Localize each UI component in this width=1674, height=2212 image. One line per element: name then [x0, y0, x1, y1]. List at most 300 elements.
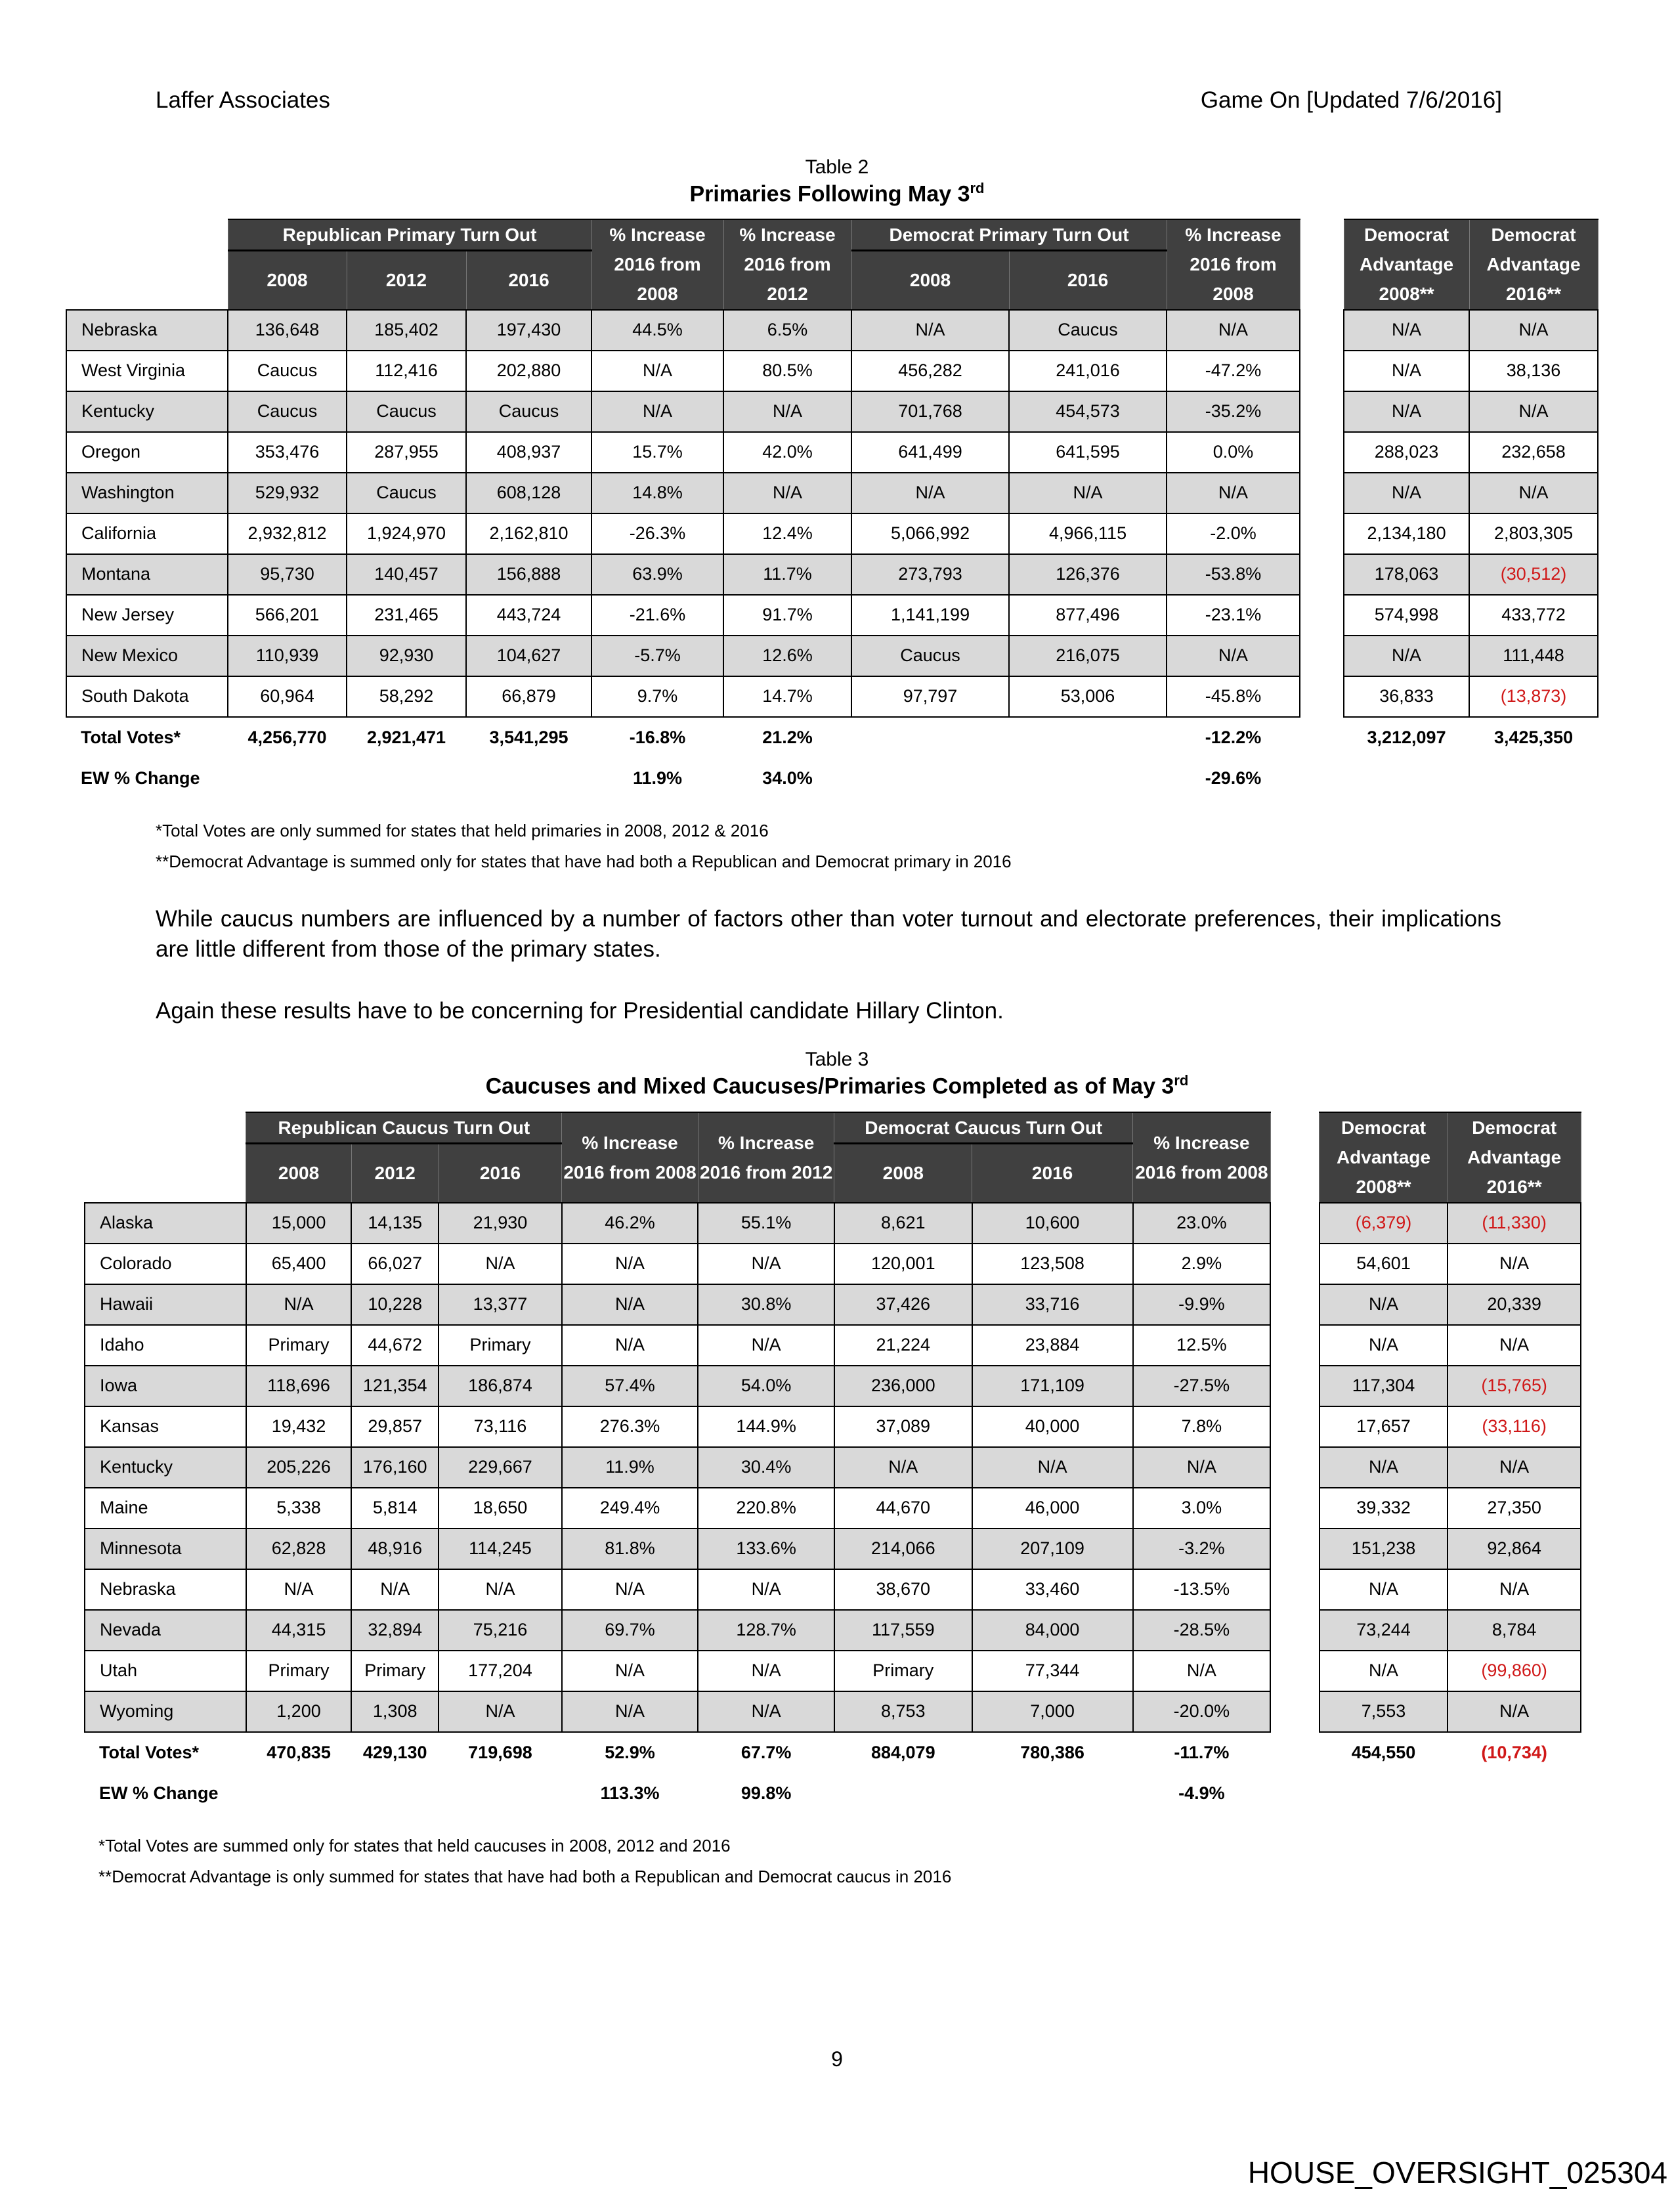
cell-r2008: Primary — [246, 1325, 351, 1366]
cell-r2008: 19,432 — [246, 1406, 351, 1447]
cell-d2008: 456,282 — [851, 351, 1009, 391]
cell-inc12: 133.6% — [698, 1529, 834, 1569]
cell-inc08: N/A — [562, 1651, 698, 1691]
cell-adv16: 3,425,350 — [1469, 717, 1598, 758]
cell-r2008: 566,201 — [228, 595, 347, 636]
cell-d2016: N/A — [1009, 473, 1167, 513]
cell-adv16: (10,734) — [1448, 1732, 1581, 1773]
cell-inc12: N/A — [698, 1569, 834, 1610]
col-header-rep-2012: 2012 — [347, 251, 466, 310]
cell-adv16: 38,136 — [1469, 351, 1598, 391]
cell-r2008: 470,835 — [246, 1732, 351, 1773]
cell-inc12: N/A — [723, 391, 851, 432]
cell-adv08: 36,833 — [1344, 676, 1469, 717]
header-doc-title: Game On [Updated 7/6/2016] — [1200, 87, 1502, 113]
row-label: Kansas — [85, 1406, 246, 1447]
cell-d2016: 641,595 — [1009, 432, 1167, 473]
row-label: Idaho — [85, 1325, 246, 1366]
gap — [1300, 676, 1344, 717]
table-row — [85, 1284, 1581, 1325]
cell-inc12: 80.5% — [723, 351, 851, 391]
cell-d2016: 454,573 — [1009, 391, 1167, 432]
cell-inc08: 57.4% — [562, 1366, 698, 1406]
row-label: Colorado — [85, 1244, 246, 1284]
cell-adv08: N/A — [1344, 473, 1469, 513]
cell-r2012: 429,130 — [351, 1732, 439, 1773]
cell-inc12: 21.2% — [723, 717, 851, 758]
col-group-democrat: Democrat Caucus Turn Out — [834, 1112, 1133, 1144]
cell-dinc: -53.8% — [1167, 554, 1300, 595]
cell-adv16: N/A — [1469, 310, 1598, 351]
table-row — [66, 391, 1598, 432]
cell-r2008 — [228, 758, 347, 799]
cell-inc08: 276.3% — [562, 1406, 698, 1447]
cell-d2008: 117,559 — [834, 1610, 972, 1651]
table-row — [85, 1610, 1581, 1651]
table-row — [85, 1406, 1581, 1447]
cell-d2016: 46,000 — [972, 1488, 1133, 1529]
cell-inc08: -21.6% — [591, 595, 723, 636]
gap — [1300, 310, 1344, 351]
cell-d2008: 8,753 — [834, 1691, 972, 1732]
cell-d2008: 5,066,992 — [851, 513, 1009, 554]
cell-adv08: 54,601 — [1320, 1244, 1448, 1284]
row-label: South Dakota — [66, 676, 228, 717]
cell-d2016: 23,884 — [972, 1325, 1133, 1366]
cell-r2016: 608,128 — [466, 473, 591, 513]
cell-adv16: N/A — [1448, 1569, 1581, 1610]
cell-adv08: N/A — [1320, 1284, 1448, 1325]
cell-r2012: 5,814 — [351, 1488, 439, 1529]
cell-inc12: 12.4% — [723, 513, 851, 554]
cell-r2008: 44,315 — [246, 1610, 351, 1651]
cell-inc08: 14.8% — [591, 473, 723, 513]
cell-r2008: 529,932 — [228, 473, 347, 513]
cell-inc08: -26.3% — [591, 513, 723, 554]
cell-r2012: 66,027 — [351, 1244, 439, 1284]
cell-d2016: 40,000 — [972, 1406, 1133, 1447]
cell-r2016: 21,930 — [439, 1203, 562, 1244]
table3-number: Table 3 — [805, 1049, 869, 1070]
cell-r2008: Caucus — [228, 351, 347, 391]
cell-d2008: N/A — [851, 473, 1009, 513]
cell-adv16: 92,864 — [1448, 1529, 1581, 1569]
cell-dinc: 23.0% — [1133, 1203, 1271, 1244]
cell-r2016: 13,377 — [439, 1284, 562, 1325]
cell-inc12: 30.4% — [698, 1447, 834, 1488]
cell-inc12: 54.0% — [698, 1366, 834, 1406]
col-header-adv-2016: Democrat Advantage 2016** — [1469, 219, 1598, 310]
row-label: West Virginia — [66, 351, 228, 391]
cell-adv08: 574,998 — [1344, 595, 1469, 636]
cell-d2016: 53,006 — [1009, 676, 1167, 717]
cell-adv16: (30,512) — [1469, 554, 1598, 595]
cell-adv08: 178,063 — [1344, 554, 1469, 595]
cell-inc12: 99.8% — [698, 1773, 834, 1814]
gap — [1300, 513, 1344, 554]
cell-d2016: 84,000 — [972, 1610, 1133, 1651]
cell-d2016: 780,386 — [972, 1732, 1133, 1773]
cell-inc08: 113.3% — [562, 1773, 698, 1814]
row-label: Wyoming — [85, 1691, 246, 1732]
cell-r2012: 92,930 — [347, 636, 466, 676]
row-label: Nevada — [85, 1610, 246, 1651]
page-number: 9 — [831, 2047, 843, 2071]
cell-inc12: N/A — [698, 1244, 834, 1284]
table-row — [85, 1569, 1581, 1610]
cell-r2012: 32,894 — [351, 1610, 439, 1651]
cell-r2008: N/A — [246, 1284, 351, 1325]
cell-inc08: N/A — [562, 1325, 698, 1366]
col-header-dem-inc: % Increase 2016 from 2008 — [1167, 219, 1300, 310]
gap — [1270, 1112, 1320, 1203]
cell-r2016: 18,650 — [439, 1488, 562, 1529]
bates-number: HOUSE_OVERSIGHT_025304 — [1247, 2156, 1667, 2190]
cell-adv08: N/A — [1344, 351, 1469, 391]
cell-adv08: 7,553 — [1320, 1691, 1448, 1732]
cell-inc08: N/A — [591, 351, 723, 391]
gap — [1300, 473, 1344, 513]
cell-r2008: 136,648 — [228, 310, 347, 351]
ew-change-row — [66, 758, 1598, 799]
cell-r2012: 1,308 — [351, 1691, 439, 1732]
cell-dinc: -12.2% — [1167, 717, 1300, 758]
cell-dinc: -9.9% — [1133, 1284, 1271, 1325]
cell-adv08: N/A — [1344, 636, 1469, 676]
table2-title-text: Primaries Following May 3 — [689, 181, 970, 207]
cell-inc12: 14.7% — [723, 676, 851, 717]
cell-d2016: 877,496 — [1009, 595, 1167, 636]
gap — [1270, 1732, 1320, 1773]
cell-inc08: 11.9% — [591, 758, 723, 799]
cell-d2008: 21,224 — [834, 1325, 972, 1366]
cell-adv16: N/A — [1448, 1325, 1581, 1366]
gap — [1300, 636, 1344, 676]
row-label: Montana — [66, 554, 228, 595]
table-row — [85, 1651, 1581, 1691]
total-row — [66, 717, 1598, 758]
cell-inc08: N/A — [591, 391, 723, 432]
cell-inc12: 91.7% — [723, 595, 851, 636]
cell-r2012: 2,921,471 — [347, 717, 466, 758]
cell-dinc: -35.2% — [1167, 391, 1300, 432]
table-row — [66, 554, 1598, 595]
cell-inc12: 220.8% — [698, 1488, 834, 1529]
cell-d2016 — [1009, 758, 1167, 799]
cell-d2008: Caucus — [851, 636, 1009, 676]
cell-adv16: (15,765) — [1448, 1366, 1581, 1406]
cell-d2016: 241,016 — [1009, 351, 1167, 391]
cell-r2008: 118,696 — [246, 1366, 351, 1406]
gap — [1300, 595, 1344, 636]
table2 — [66, 219, 1599, 799]
cell-inc08: 69.7% — [562, 1610, 698, 1651]
col-header-adv-2008: Democrat Advantage 2008** — [1344, 219, 1469, 310]
table-row — [66, 636, 1598, 676]
cell-r2012: 44,672 — [351, 1325, 439, 1366]
cell-dinc: -3.2% — [1133, 1529, 1271, 1569]
row-label: Utah — [85, 1651, 246, 1691]
table-row — [85, 1691, 1581, 1732]
cell-dinc: N/A — [1167, 636, 1300, 676]
cell-r2016: 197,430 — [466, 310, 591, 351]
cell-d2016 — [1009, 717, 1167, 758]
cell-adv08: N/A — [1320, 1325, 1448, 1366]
cell-inc08: -5.7% — [591, 636, 723, 676]
cell-r2012: 140,457 — [347, 554, 466, 595]
cell-r2008: 15,000 — [246, 1203, 351, 1244]
cell-r2012: 112,416 — [347, 351, 466, 391]
table2-number: Table 2 — [805, 156, 869, 178]
cell-r2016: 114,245 — [439, 1529, 562, 1569]
cell-adv08: 288,023 — [1344, 432, 1469, 473]
cell-inc12: 67.7% — [698, 1732, 834, 1773]
col-header-adv-2008: Democrat Advantage 2008** — [1320, 1112, 1448, 1203]
cell-r2008: 5,338 — [246, 1488, 351, 1529]
gap — [1270, 1651, 1320, 1691]
cell-r2008: 353,476 — [228, 432, 347, 473]
cell-adv16: N/A — [1448, 1447, 1581, 1488]
table-row — [85, 1366, 1581, 1406]
cell-d2008: 8,621 — [834, 1203, 972, 1244]
cell-dinc: N/A — [1133, 1447, 1271, 1488]
cell-adv16: N/A — [1448, 1244, 1581, 1284]
cell-d2008: 641,499 — [851, 432, 1009, 473]
gap — [1300, 351, 1344, 391]
cell-adv08 — [1320, 1773, 1448, 1814]
cell-adv08: N/A — [1320, 1569, 1448, 1610]
cell-r2012: 176,160 — [351, 1447, 439, 1488]
cell-dinc: N/A — [1133, 1651, 1271, 1691]
cell-r2016: 443,724 — [466, 595, 591, 636]
gap — [1270, 1488, 1320, 1529]
cell-d2008: 701,768 — [851, 391, 1009, 432]
cell-dinc: -28.5% — [1133, 1610, 1271, 1651]
col-header-rep-2016: 2016 — [466, 251, 591, 310]
cell-inc08: 11.9% — [562, 1447, 698, 1488]
cell-d2008: 38,670 — [834, 1569, 972, 1610]
row-label: EW % Change — [85, 1773, 246, 1814]
col-header-dem-2008: 2008 — [834, 1144, 972, 1203]
cell-dinc: -4.9% — [1133, 1773, 1271, 1814]
header-company: Laffer Associates — [156, 87, 330, 113]
cell-r2008: 62,828 — [246, 1529, 351, 1569]
cell-d2016: 10,600 — [972, 1203, 1133, 1244]
col-header-dem-inc: % Increase 2016 from 2008 — [1133, 1112, 1271, 1203]
cell-r2012: Caucus — [347, 473, 466, 513]
cell-inc12: 42.0% — [723, 432, 851, 473]
row-label: New Jersey — [66, 595, 228, 636]
col-header-rep-2008: 2008 — [228, 251, 347, 310]
cell-inc12: N/A — [698, 1691, 834, 1732]
cell-inc08: N/A — [562, 1569, 698, 1610]
row-label: Kentucky — [66, 391, 228, 432]
cell-adv16: (33,116) — [1448, 1406, 1581, 1447]
row-label: EW % Change — [66, 758, 228, 799]
cell-d2008: Primary — [834, 1651, 972, 1691]
total-row — [85, 1732, 1581, 1773]
gap — [1270, 1366, 1320, 1406]
cell-d2008: N/A — [851, 310, 1009, 351]
cell-inc12: 55.1% — [698, 1203, 834, 1244]
cell-d2016: 171,109 — [972, 1366, 1133, 1406]
cell-adv16 — [1469, 758, 1598, 799]
cell-adv16: (11,330) — [1448, 1203, 1581, 1244]
cell-d2008: 37,426 — [834, 1284, 972, 1325]
cell-inc08: 63.9% — [591, 554, 723, 595]
cell-r2012: 1,924,970 — [347, 513, 466, 554]
cell-inc12: N/A — [698, 1325, 834, 1366]
row-label: Kentucky — [85, 1447, 246, 1488]
cell-d2008: 1,141,199 — [851, 595, 1009, 636]
cell-d2008: 97,797 — [851, 676, 1009, 717]
row-label: New Mexico — [66, 636, 228, 676]
table-row — [66, 676, 1598, 717]
cell-r2016: N/A — [439, 1691, 562, 1732]
cell-d2016: 77,344 — [972, 1651, 1133, 1691]
cell-r2012: 48,916 — [351, 1529, 439, 1569]
cell-inc08: 46.2% — [562, 1203, 698, 1244]
cell-r2012: 231,465 — [347, 595, 466, 636]
cell-r2008: Primary — [246, 1651, 351, 1691]
col-header-inc-2008: % Increase 2016 from 2008 — [591, 219, 723, 310]
cell-dinc: -11.7% — [1133, 1732, 1271, 1773]
cell-adv16: 111,448 — [1469, 636, 1598, 676]
cell-dinc: 0.0% — [1167, 432, 1300, 473]
cell-r2008 — [246, 1773, 351, 1814]
cell-d2008: 884,079 — [834, 1732, 972, 1773]
cell-adv16 — [1448, 1773, 1581, 1814]
row-label: Oregon — [66, 432, 228, 473]
cell-dinc: -47.2% — [1167, 351, 1300, 391]
cell-d2008: 120,001 — [834, 1244, 972, 1284]
gap — [1270, 1691, 1320, 1732]
corner-blank — [85, 1112, 246, 1203]
cell-inc08: 15.7% — [591, 432, 723, 473]
row-label: Maine — [85, 1488, 246, 1529]
cell-d2016: 126,376 — [1009, 554, 1167, 595]
col-group-democrat: Democrat Primary Turn Out — [851, 219, 1167, 251]
cell-dinc: -20.0% — [1133, 1691, 1271, 1732]
table-row — [66, 351, 1598, 391]
cell-r2016: 3,541,295 — [466, 717, 591, 758]
cell-dinc: -23.1% — [1167, 595, 1300, 636]
cell-inc12: 11.7% — [723, 554, 851, 595]
cell-d2008: 273,793 — [851, 554, 1009, 595]
table-row — [85, 1488, 1581, 1529]
cell-adv16: 232,658 — [1469, 432, 1598, 473]
paragraph-1: While caucus numbers are influenced by a number of factors other than voter turnout and electorate preferences, their implications are little different from those of the primary states. — [156, 906, 1501, 962]
cell-inc08: -16.8% — [591, 717, 723, 758]
table2-note-2: **Democrat Advantage is summed only for states that have had both a Republican and Democrat primary in 2016 — [156, 852, 1012, 871]
cell-dinc: 12.5% — [1133, 1325, 1271, 1366]
cell-adv16: 27,350 — [1448, 1488, 1581, 1529]
cell-inc12: 12.6% — [723, 636, 851, 676]
cell-inc08: 81.8% — [562, 1529, 698, 1569]
cell-r2012 — [347, 758, 466, 799]
table3-title-sup: rd — [1174, 1072, 1189, 1089]
row-label: Washington — [66, 473, 228, 513]
cell-r2016: 186,874 — [439, 1366, 562, 1406]
cell-inc12: 30.8% — [698, 1284, 834, 1325]
cell-adv08: 151,238 — [1320, 1529, 1448, 1569]
cell-r2016: 2,162,810 — [466, 513, 591, 554]
cell-r2016: N/A — [439, 1244, 562, 1284]
gap — [1300, 219, 1344, 310]
cell-adv16: (99,860) — [1448, 1651, 1581, 1691]
cell-adv08: 2,134,180 — [1344, 513, 1469, 554]
cell-r2008: 205,226 — [246, 1447, 351, 1488]
cell-r2012: 58,292 — [347, 676, 466, 717]
cell-d2016: 4,966,115 — [1009, 513, 1167, 554]
cell-inc08: N/A — [562, 1284, 698, 1325]
gap — [1270, 1406, 1320, 1447]
table3-note-2: **Democrat Advantage is only summed for states that have had both a Republican and Democrat caucus in 2016 — [98, 1867, 952, 1886]
row-label: Nebraska — [66, 310, 228, 351]
cell-r2012: 29,857 — [351, 1406, 439, 1447]
cell-r2016: 66,879 — [466, 676, 591, 717]
gap — [1270, 1203, 1320, 1244]
cell-adv16: 8,784 — [1448, 1610, 1581, 1651]
table3-title-text: Caucuses and Mixed Caucuses/Primaries Completed as of May 3 — [485, 1073, 1174, 1099]
cell-r2016: 104,627 — [466, 636, 591, 676]
cell-adv16: 20,339 — [1448, 1284, 1581, 1325]
cell-r2012: N/A — [351, 1569, 439, 1610]
gap — [1270, 1447, 1320, 1488]
gap — [1270, 1569, 1320, 1610]
cell-inc08: 52.9% — [562, 1732, 698, 1773]
cell-d2008 — [851, 758, 1009, 799]
cell-dinc: N/A — [1167, 473, 1300, 513]
col-header-rep-2008: 2008 — [246, 1144, 351, 1203]
table2-note-1: *Total Votes are only summed for states that held primaries in 2008, 2012 & 2016 — [156, 821, 769, 840]
col-group-republican: Republican Caucus Turn Out — [246, 1112, 562, 1144]
cell-d2016: 123,508 — [972, 1244, 1133, 1284]
cell-inc08: 249.4% — [562, 1488, 698, 1529]
cell-adv16: N/A — [1448, 1691, 1581, 1732]
cell-r2016: 177,204 — [439, 1651, 562, 1691]
table-row — [66, 432, 1598, 473]
cell-dinc: -13.5% — [1133, 1569, 1271, 1610]
cell-adv08: N/A — [1320, 1447, 1448, 1488]
row-label: Total Votes* — [66, 717, 228, 758]
cell-dinc: N/A — [1167, 310, 1300, 351]
table3 — [84, 1112, 1581, 1814]
table-row — [85, 1203, 1581, 1244]
cell-r2012: Primary — [351, 1651, 439, 1691]
cell-dinc: -45.8% — [1167, 676, 1300, 717]
table-row — [85, 1529, 1581, 1569]
cell-d2008: 236,000 — [834, 1366, 972, 1406]
col-group-republican: Republican Primary Turn Out — [228, 219, 591, 251]
table-row — [66, 513, 1598, 554]
col-header-dem-2008: 2008 — [851, 251, 1009, 310]
cell-r2012: 185,402 — [347, 310, 466, 351]
cell-r2008: Caucus — [228, 391, 347, 432]
cell-r2008: 110,939 — [228, 636, 347, 676]
cell-d2016: 33,716 — [972, 1284, 1133, 1325]
cell-r2008: 60,964 — [228, 676, 347, 717]
col-header-dem-2016: 2016 — [1009, 251, 1167, 310]
cell-inc08: N/A — [562, 1244, 698, 1284]
paragraph-2: Again these results have to be concerning for Presidential candidate Hillary Clinton. — [156, 998, 1004, 1024]
cell-adv08: 454,550 — [1320, 1732, 1448, 1773]
table-row — [85, 1244, 1581, 1284]
col-header-rep-2016: 2016 — [439, 1144, 562, 1203]
cell-d2008 — [851, 717, 1009, 758]
col-header-inc-2008: % Increase 2016 from 2008 — [562, 1112, 698, 1203]
cell-inc08: 44.5% — [591, 310, 723, 351]
